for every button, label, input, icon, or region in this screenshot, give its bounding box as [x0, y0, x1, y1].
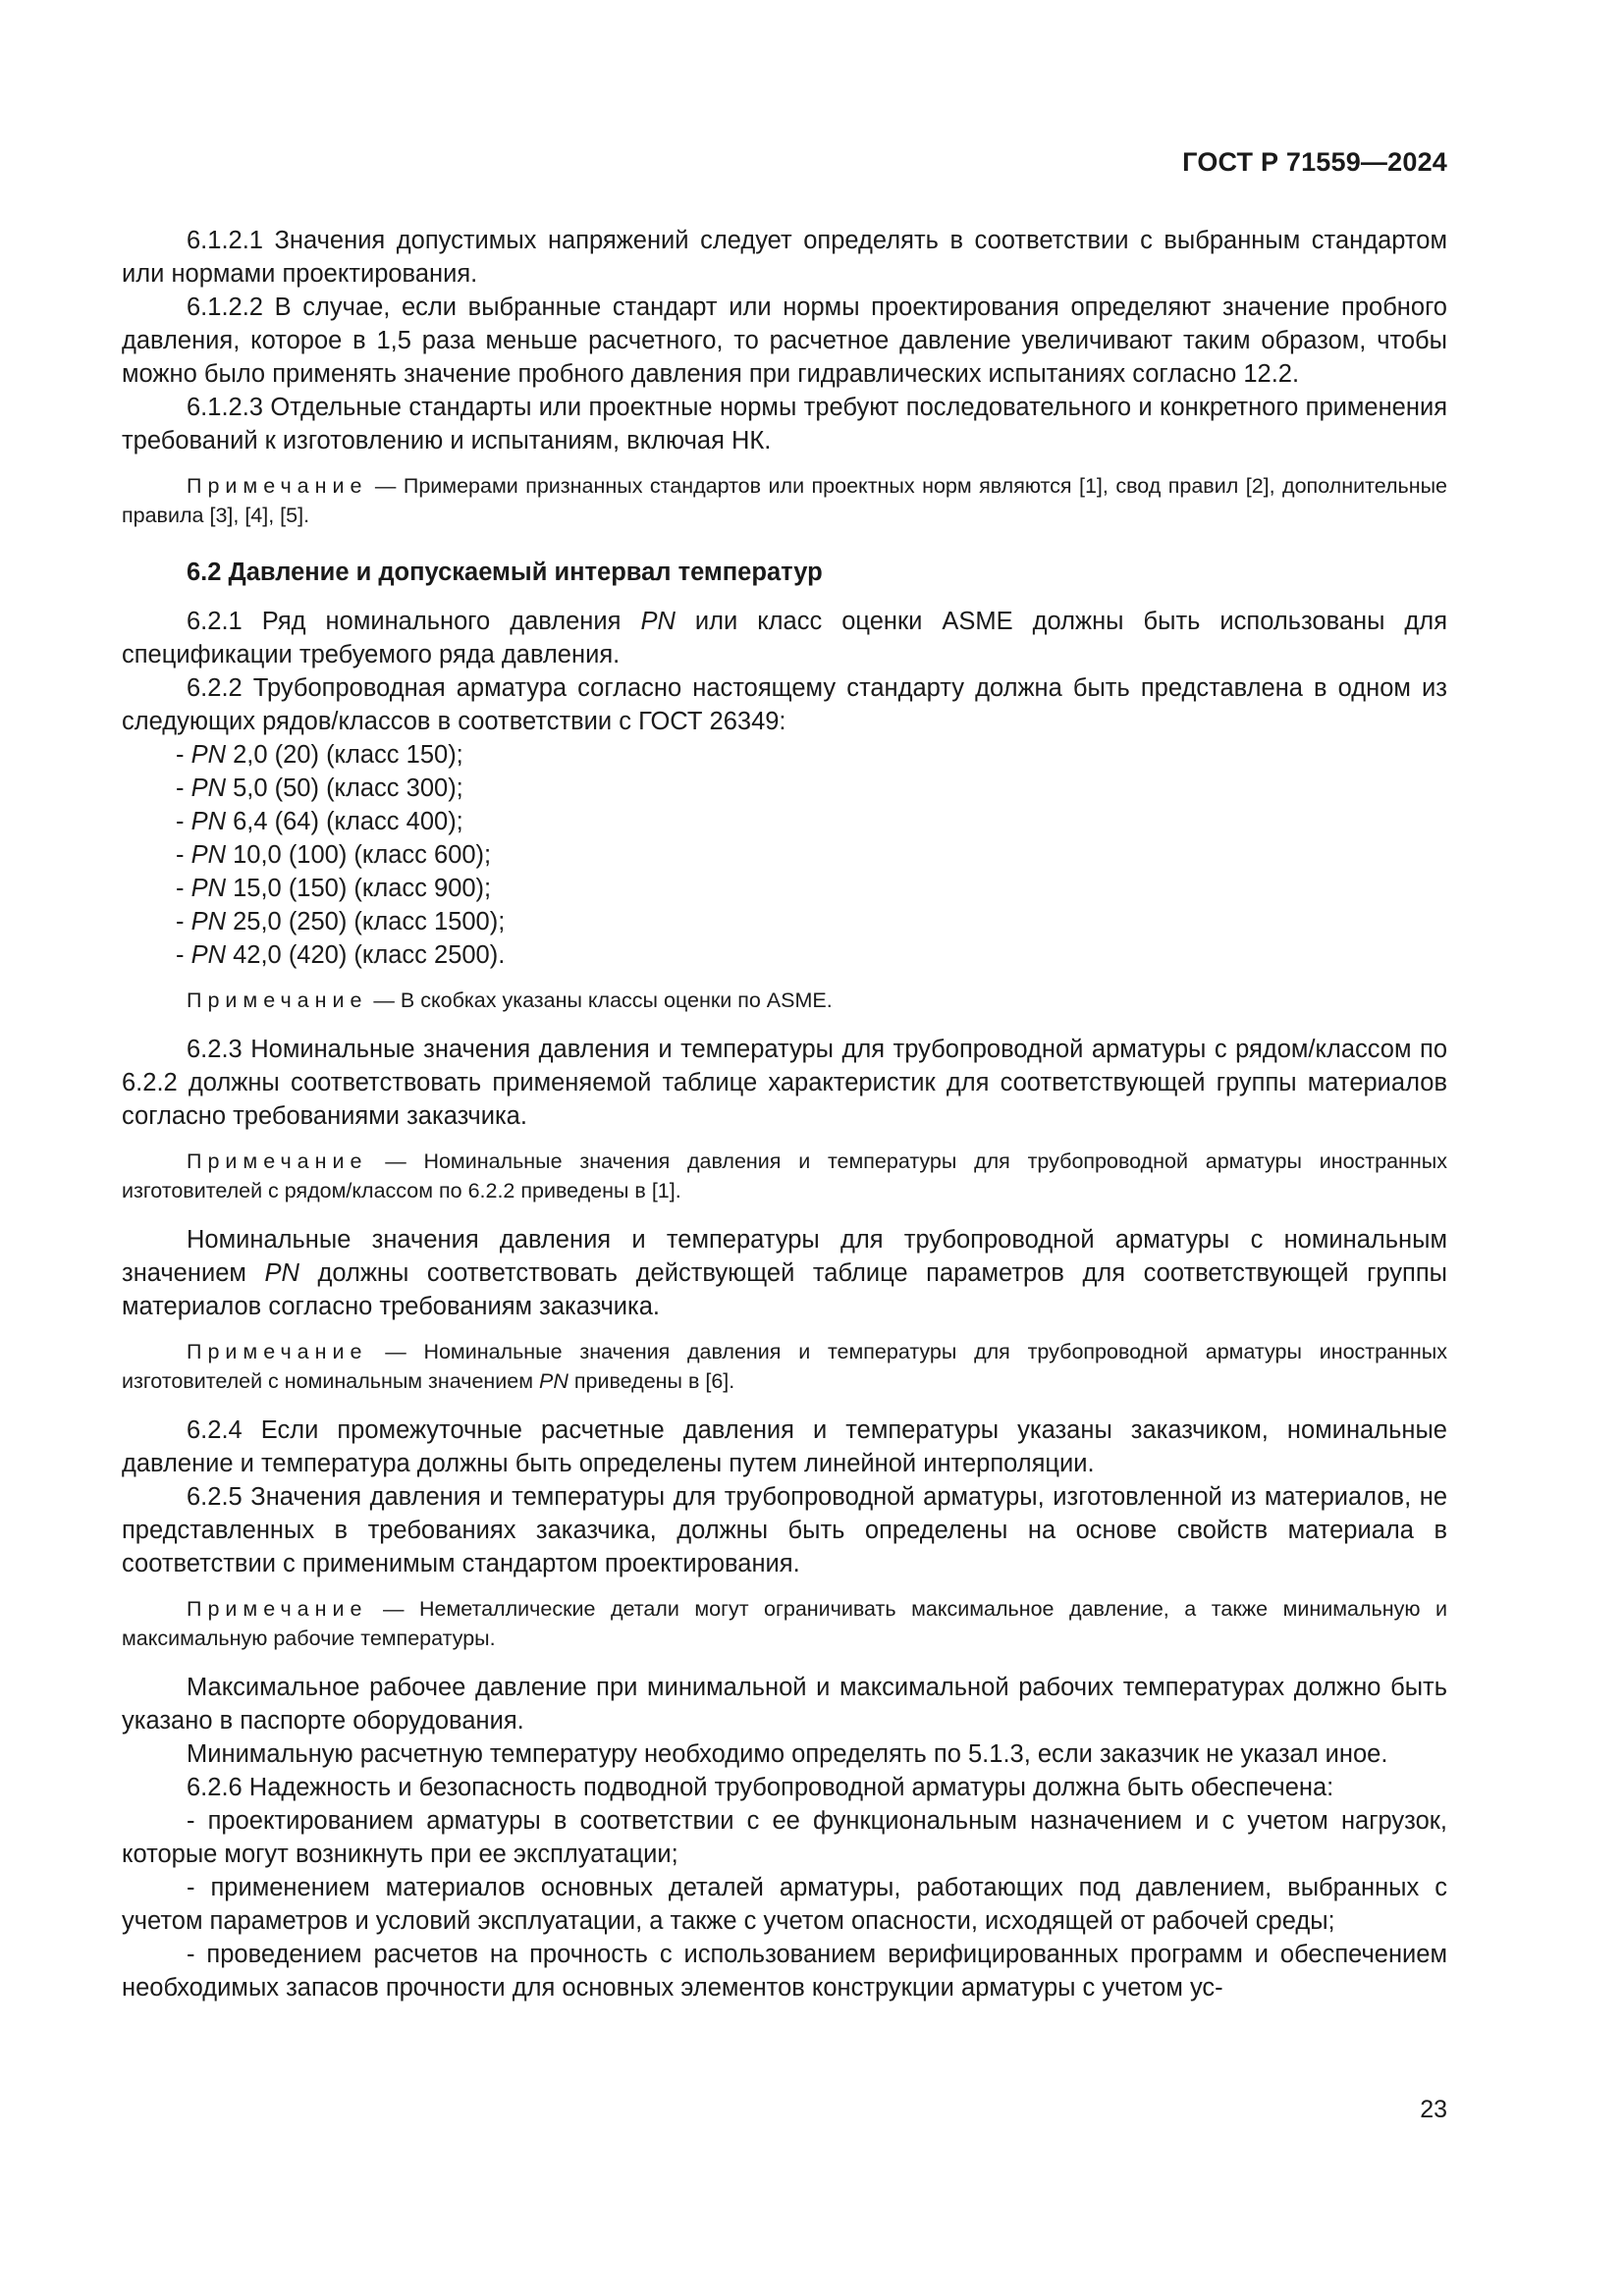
text-run: Номинальные значения давления и температуры для трубопроводной арматуры с номинальным значением	[122, 1226, 1447, 1287]
note-text: Примерами признанных стандартов или проектных норм являются [1], свод правил [2], дополнительные правила [3], [4], [5].	[122, 474, 1447, 527]
list-dash: -	[176, 841, 191, 869]
pn-symbol: PN	[190, 875, 227, 902]
pn-symbol: PN	[190, 908, 227, 935]
list-item	[176, 772, 1447, 805]
note-5	[122, 1594, 1447, 1653]
doc-code: ГОСТ Р 71559—2024	[1182, 147, 1447, 177]
note-text: Номинальные значения давления и температуры для трубопроводной арматуры иностранных изготовителей с рядом/классом по 6.2.2 приведены в [1].	[122, 1149, 1447, 1202]
pn-symbol: PN	[640, 608, 676, 635]
paragraph-6-1-2-3: 6.1.2.3 Отдельные стандарты или проектные нормы требуют последовательного и конкретного применения требований к изготовлению и испытаниям, включая НК.	[122, 394, 1447, 454]
paragraph-6-2-5: 6.2.5 Значения давления и температуры для трубопроводной арматуры, изготовленной из материалов, не представленных в требованиях заказчика, должны быть определены на основе свойств материала в соответствии с применимым стандартом проектирования.	[122, 1483, 1447, 1577]
note-dash: —	[367, 1340, 424, 1363]
list-item	[176, 905, 1447, 938]
note-text: Неметаллические детали могут ограничивать максимальное давление, а также минимальную и максимальную рабочие температуры.	[122, 1597, 1447, 1650]
text-run: или класс оценки ASME должны быть использованы для спецификации требуемого ряда давления.	[122, 608, 1447, 668]
note-dash: —	[367, 1597, 419, 1621]
paragraph-6-2-3: 6.2.3 Номинальные значения давления и температуры для трубопроводной арматуры с рядом/классом по 6.2.2 должны соответствовать применяемой таблице характеристик для соответствующей группы материалов согласно требованиями заказчика.	[122, 1036, 1447, 1130]
pn-symbol: PN	[190, 841, 227, 869]
reliability-item: - проведением расчетов на прочность с использованием верифицированных программ и обеспечением необходимых запасов прочности для основных элементов конструкции арматуры с учетом ус-	[122, 1941, 1447, 2002]
list-item-text: 2,0 (20) (класс 150);	[226, 741, 463, 769]
list-item	[176, 838, 1447, 872]
list-item-text: 25,0 (250) (класс 1500);	[226, 908, 506, 935]
page-body	[122, 224, 1447, 2004]
paragraph-6-2-4: 6.2.4 Если промежуточные расчетные давления и температуры указаны заказчиком, номинальные давление и температура должны быть определены путем линейной интерполяции.	[122, 1416, 1447, 1477]
note-2	[122, 986, 1447, 1015]
note-3	[122, 1147, 1447, 1205]
pn-symbol: PN	[190, 741, 227, 769]
note-label: Примечание	[187, 474, 368, 498]
list-item-text: 15,0 (150) (класс 900);	[226, 875, 492, 902]
note-label: Примечание	[187, 1597, 368, 1621]
pn-symbol: PN	[190, 941, 227, 969]
page-number: 23	[1420, 2096, 1447, 2123]
note-label: Примечание	[187, 1149, 368, 1173]
pn-symbol: PN	[190, 808, 227, 835]
note-4	[122, 1337, 1447, 1396]
list-item	[176, 872, 1447, 905]
note-text: приведены в [6].	[568, 1369, 735, 1393]
list-item	[176, 938, 1447, 972]
paragraph-6-1-2-1: 6.1.2.1 Значения допустимых напряжений следует определять в соответствии с выбранным стандартом или нормами проектирования.	[122, 227, 1447, 288]
list-item	[176, 805, 1447, 838]
paragraph-max-pressure: Максимальное рабочее давление при минимальной и максимальной рабочих температурах должно быть указано в паспорте оборудования.	[122, 1674, 1447, 1735]
list-dash: -	[176, 941, 191, 969]
list-item-text: 5,0 (50) (класс 300);	[226, 774, 463, 802]
note-text: В скобках указаны классы оценки по ASME.	[400, 988, 833, 1012]
pn-symbol: PN	[190, 774, 227, 802]
list-item-text: 10,0 (100) (класс 600);	[226, 841, 492, 869]
pn-symbol: PN	[264, 1259, 299, 1287]
list-item	[176, 738, 1447, 772]
paragraph-nominal-pn	[122, 1223, 1447, 1323]
pn-symbol: PN	[539, 1369, 568, 1393]
note-dash: —	[367, 1149, 424, 1173]
note-1	[122, 471, 1447, 530]
pressure-class-list	[122, 738, 1447, 972]
note-dash: —	[367, 474, 404, 498]
reliability-item: - применением материалов основных деталей арматуры, работающих под давлением, выбранных с учетом параметров и условий эксплуатации, а также с учетом опасности, исходящей от рабочей среды;	[122, 1874, 1447, 1935]
note-label: Примечание	[187, 988, 368, 1012]
paragraph-6-2-1	[122, 605, 1447, 671]
note-dash: —	[367, 988, 401, 1012]
list-dash: -	[176, 741, 191, 769]
list-item-text: 6,4 (64) (класс 400);	[226, 808, 463, 835]
list-dash: -	[176, 808, 191, 835]
text-run: 6.2.1 Ряд номинального давления	[187, 608, 641, 635]
list-dash: -	[176, 774, 191, 802]
list-item-text: 42,0 (420) (класс 2500).	[226, 941, 506, 969]
note-text: Номинальные значения давления и температуры для трубопроводной арматуры иностранных изготовителей с номинальным значением	[122, 1340, 1447, 1393]
reliability-item: - проектированием арматуры в соответствии с ее функциональным назначением и с учетом нагрузок, которые могут возникнуть при ее эксплуатации;	[122, 1807, 1447, 1868]
text-run: должны соответствовать действующей таблице параметров для соответствующей группы материалов согласно требованиям заказчика.	[122, 1259, 1447, 1320]
paragraph-6-2-6: 6.2.6 Надежность и безопасность подводной трубопроводной арматуры должна быть обеспечена:	[187, 1774, 1334, 1801]
section-heading-6-2: 6.2 Давление и допускаемый интервал температур	[187, 559, 823, 586]
list-dash: -	[176, 875, 191, 902]
paragraph-min-temperature: Минимальную расчетную температуру необходимо определять по 5.1.3, если заказчик не указал иное.	[187, 1740, 1388, 1768]
paragraph-6-2-2: 6.2.2 Трубопроводная арматура согласно настоящему стандарту должна быть представлена в одном из следующих рядов/классов в соответствии с ГОСТ 26349:	[122, 674, 1447, 735]
note-label: Примечание	[187, 1340, 368, 1363]
list-dash: -	[176, 908, 191, 935]
paragraph-6-1-2-2: 6.1.2.2 В случае, если выбранные стандарт или нормы проектирования определяют значение пробного давления, которое в 1,5 раза меньше расчетного, то расчетное давление увеличивают таким образом, чтобы можно было применять значение пробного давления при гидравлических испытаниях согласно 12.2.	[122, 294, 1447, 388]
